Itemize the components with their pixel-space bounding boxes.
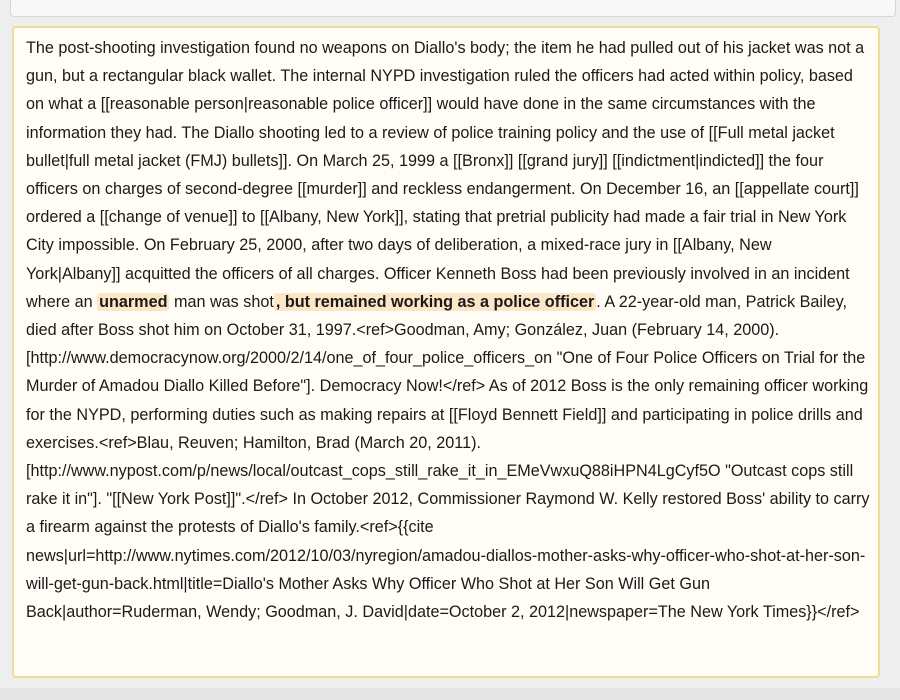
- highlighted-change-remained-working: , but remained working as a police officer: [275, 292, 595, 311]
- bottom-divider: [0, 688, 900, 700]
- wikitext-edit-panel[interactable]: [12, 26, 880, 678]
- text-segment: The post-shooting investigation found no weapons on Diallo's body; the item he had pulled out of his jacket was not a gun, but a rectangular black wallet. The internal NYPD investigation ruled the officers had acted within policy, based on what a [[reasonable person|reasonable police officer]] would have done in the same circumstances with the information they had. The Diallo shooting led to a review of police training policy and the use of [[Full metal jacket bullet|full metal jacket (FMJ) bullets]]. On March 25, 1999 a [[Bronx]] [[grand jury]] [[indictment|indicted]] the four officers on charges of second-degree [[murder]] and reckless endangerment. On December 16, an [[appellate court]] ordered a [[change of venue]] to [[Albany, New York]], stating that pretrial publicity had made a fair trial in New York City impossible. On February 25, 2000, after two days of deliberation, a mixed-race jury in [[Albany, New York|Albany]] acquitted the officers of all charges. Officer Kenneth Boss had been previously involved in an incident where an: [26, 39, 865, 311]
- wikitext-paragraph[interactable]: [26, 34, 870, 626]
- highlighted-change-unarmed: unarmed: [99, 292, 168, 311]
- previous-edit-panel: [10, 0, 896, 17]
- text-segment: . A 22-year-old man, Patrick Bailey, died after Boss shot him on October 31, 1997.<ref>Goodman, Amy; González, Juan (February 14, 2000). [http://www.democracynow.org/2000/2/14/one_of_four_police_officers_on "One of Four Police Officers on Trial for the Murder of Amadou Diallo Killed Before"]. Democracy Now!</ref> As of 2012 Boss is the only remaining officer working for the NYPD, performing duties such as making repairs at [[Floyd Bennett Field]] and participating in police drills and exercises.<ref>Blau, Reuven; Hamilton, Brad (March 20, 2011). [http://www.nypost.com/p/news/local/outcast_cops_still_rake_it_in_EMeVwxuQ88iHPN4LgCyf5O "Outcast cops still rake it in"]. "[[New York Post]]".</ref> In October 2012, Commissioner Raymond W. Kelly restored Boss' ability to carry a firearm against the protests of Diallo's family.<ref>{{cite news|url=http://www.nytimes.com/2012/10/03/nyregion/amadou-diallos-mother-asks-why-officer-who-shot-at-her-son-will-get-gun-back.html|title=Diallo's Mother Asks Why Officer Who Shot at Her Son Will Get Gun Back|author=Ruderman, Wendy; Goodman, J. David|date=October 2, 2012|newspaper=The New York Times}}</ref>: [26, 292, 870, 622]
- text-segment: man was shot: [169, 292, 274, 311]
